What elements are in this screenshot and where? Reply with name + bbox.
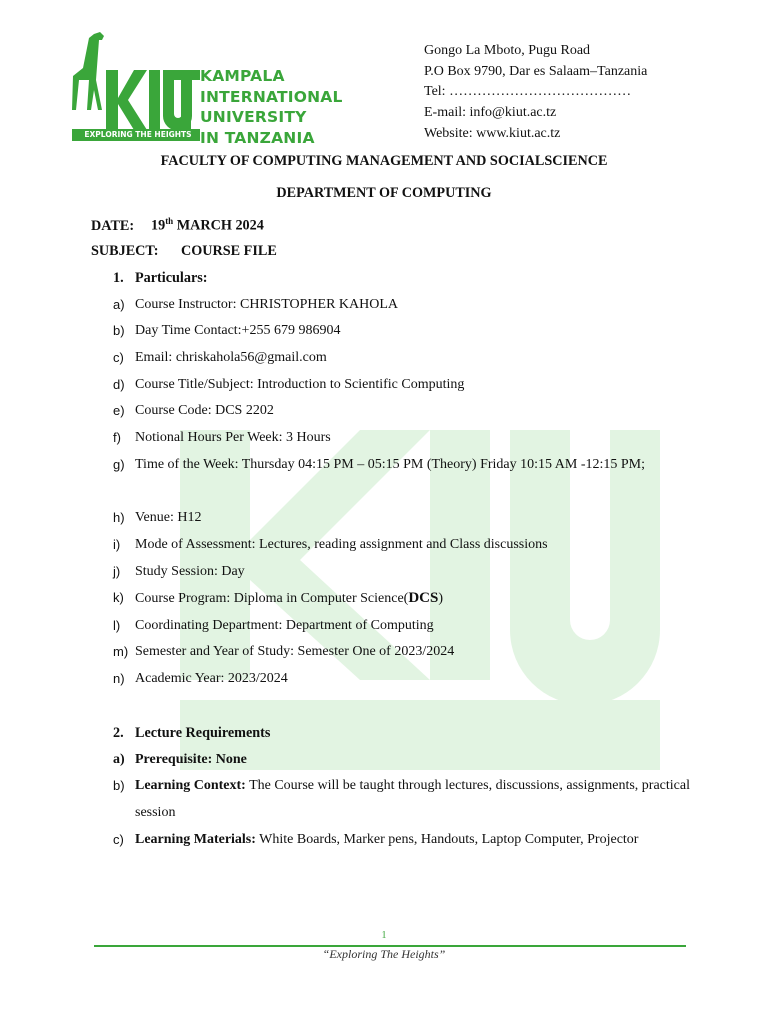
list-label: a) [113, 297, 125, 312]
subject-label: SUBJECT: [91, 243, 159, 259]
list-label: c) [113, 832, 124, 847]
learning-context-label: Learning Context: [135, 778, 246, 793]
list-text: Study Session: Day [135, 564, 245, 579]
address-line: Gongo La Mboto, Pugu Road [424, 43, 591, 58]
section-title: Lecture Requirements [135, 725, 271, 741]
list-label: k) [113, 590, 124, 605]
list-text: Email: chriskahola56@gmail.com [135, 350, 327, 365]
list-label: g) [113, 457, 125, 472]
date-suffix: th [165, 216, 174, 226]
date-day: 19 [151, 217, 166, 234]
list-label: e) [113, 403, 125, 418]
university-name-line: KAMPALA [200, 67, 285, 85]
list-text: Course Instructor: CHRISTOPHER KAHOLA [135, 297, 399, 312]
section-number: 1. [113, 270, 124, 286]
email-line: E-mail: info@kiut.ac.tz [424, 105, 557, 121]
list-label: n) [113, 671, 125, 686]
address-block [424, 41, 647, 145]
list-label: h) [113, 510, 125, 525]
list-text: Course Code: DCS 2202 [135, 403, 274, 418]
list-text: Mode of Assessment: Lectures, reading assignment and Class discussions [135, 537, 548, 552]
program-text: Course Program: Diploma in Computer Science( [135, 591, 409, 606]
faculty-title: FACULTY OF COMPUTING MANAGEMENT AND SOCIALSCIENCE [160, 153, 608, 169]
section-title: Particulars: [135, 270, 208, 286]
list-label: b) [113, 323, 125, 338]
list-text: Coordinating Department: Department of Computing [135, 618, 434, 633]
address-line: P.O Box 9790, Dar es Salaam–Tanzania [424, 63, 648, 79]
learning-context-text: The Course will be taught through lectures, discussions, assignments, practical session [135, 778, 690, 820]
list-text [135, 773, 695, 826]
list-text [135, 832, 638, 848]
list-label: i) [113, 537, 121, 552]
list-label: m) [113, 644, 129, 659]
list-label: f) [113, 430, 121, 445]
list-text [135, 590, 443, 607]
address-line: Tel: ………………………………… [424, 84, 632, 100]
date-label: DATE: [91, 217, 135, 234]
list-text [135, 752, 247, 768]
section-particulars-heading [113, 270, 208, 287]
list-label: d) [113, 377, 125, 392]
list-text: Academic Year: 2023/2024 [135, 671, 288, 686]
footer-motto: “Exploring The Heights” [322, 947, 446, 961]
learning-materials-label: Learning Materials: [135, 832, 256, 847]
section-number: 2. [113, 725, 124, 741]
program-close: ) [438, 591, 444, 606]
list-label: a) [113, 752, 125, 767]
department-title: DEPARTMENT OF COMPUTING [276, 185, 492, 201]
list-text: Notional Hours Per Week: 3 Hours [135, 430, 331, 445]
subject-line [91, 243, 277, 260]
list-text: Day Time Contact:+255 679 986904 [135, 323, 341, 338]
university-name-line: UNIVERSITY [200, 108, 307, 126]
list-text: Course Title/Subject: Introduction to Scientific Computing [135, 377, 465, 392]
university-name-line: IN TANZANIA [200, 128, 315, 147]
program-code: DCS [408, 590, 439, 606]
section-lecture-heading [113, 725, 270, 742]
date-rest: MARCH 2024 [173, 217, 264, 234]
list-text: Time of the Week: Thursday 04:15 PM – 05:15 PM (Theory) Friday 10:15 AM -12:15 PM; [135, 457, 646, 472]
learning-materials-text: White Boards, Marker pens, Handouts, Laptop Computer, Projector [255, 832, 639, 847]
website-line: Website: www.kiut.ac.tz [424, 125, 561, 141]
logo-t-letter [172, 70, 200, 130]
university-name [200, 66, 343, 148]
list-label: l) [113, 618, 121, 633]
university-name-line: INTERNATIONAL [200, 87, 343, 106]
logo-tagline: EXPLORING THE HEIGHTS [84, 130, 192, 139]
list-text: Semester and Year of Study: Semester One of 2023/2024 [135, 644, 455, 659]
list-text: Venue: H12 [135, 510, 202, 525]
date-line [91, 216, 264, 235]
list-label: j) [113, 564, 121, 579]
list-label: b) [113, 778, 125, 793]
page-number: 1 [381, 930, 387, 941]
list-label: c) [113, 350, 124, 365]
prerequisite-text: Prerequisite: None [135, 752, 247, 767]
subject-value: COURSE FILE [181, 243, 277, 259]
